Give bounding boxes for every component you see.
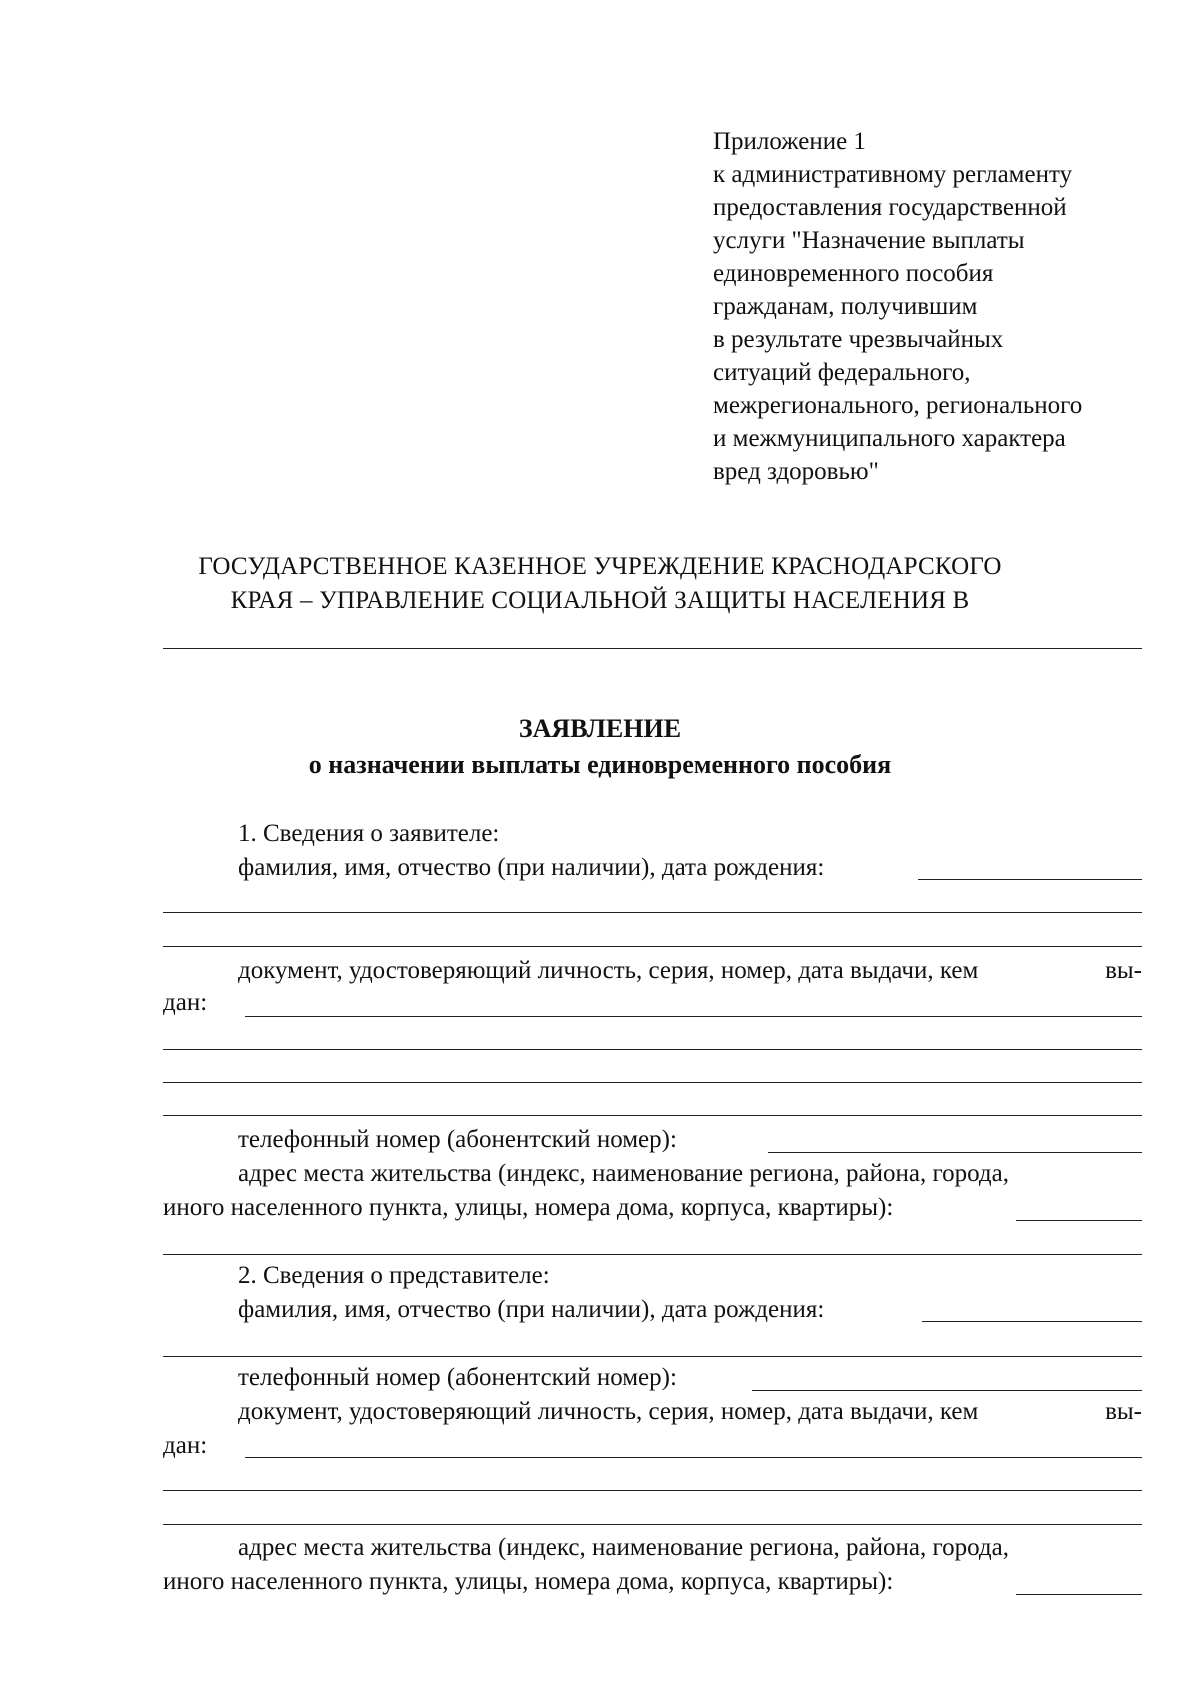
document-subtitle: о назначении выплаты единовременного пособия bbox=[308, 750, 892, 779]
applicant-address-field-line[interactable] bbox=[163, 1254, 1142, 1255]
appendix-line: в результате чрезвычайных bbox=[713, 326, 1004, 353]
appendix-line: к административному регламенту bbox=[713, 161, 1073, 188]
appendix-line: Приложение 1 bbox=[713, 128, 866, 155]
applicant-document-text: документ, удостоверяющий личность, серия, номер, дата выдачи, кем bbox=[238, 957, 979, 984]
applicant-fio-field[interactable] bbox=[918, 879, 1142, 880]
applicant-fio-field-line[interactable] bbox=[163, 946, 1142, 947]
representative-fio-field-line[interactable] bbox=[163, 1356, 1142, 1357]
applicant-address-label-cont: иного населенного пункта, улицы, номера дома, корпуса, квартиры): bbox=[163, 1194, 894, 1221]
representative-document-hyphen: вы- bbox=[1105, 1398, 1142, 1425]
document-title: ЗАЯВЛЕНИЕ bbox=[518, 714, 682, 743]
representative-address-field[interactable] bbox=[1016, 1594, 1142, 1595]
applicant-document-label bbox=[238, 955, 1142, 987]
applicant-address-label: адрес места жительства (индекс, наименование региона, района, города, bbox=[238, 1160, 1009, 1187]
appendix-line: межрегионального, регионального bbox=[713, 392, 1083, 419]
applicant-document-field-line[interactable] bbox=[163, 1115, 1142, 1116]
appendix-line: предоставления государственной bbox=[713, 194, 1067, 221]
appendix-line: услуги "Назначение выплаты bbox=[713, 227, 1025, 254]
section-1-heading: 1. Сведения о заявителе: bbox=[238, 820, 500, 847]
representative-phone-label: телефонный номер (абонентский номер): bbox=[238, 1364, 677, 1391]
appendix-line: и межмуниципального характера bbox=[713, 425, 1066, 452]
applicant-address-field[interactable] bbox=[1016, 1220, 1142, 1221]
applicant-phone-field[interactable] bbox=[768, 1152, 1142, 1153]
representative-document-text: документ, удостоверяющий личность, серия, номер, дата выдачи, кем bbox=[238, 1398, 979, 1425]
appendix-line: гражданам, получившим bbox=[713, 293, 978, 320]
applicant-phone-label: телефонный номер (абонентский номер): bbox=[238, 1126, 677, 1153]
applicant-fio-label: фамилия, имя, отчество (при наличии), дата рождения: bbox=[238, 854, 825, 881]
applicant-fio-field-line[interactable] bbox=[163, 912, 1142, 913]
representative-document-field-line[interactable] bbox=[163, 1524, 1142, 1525]
applicant-document-hyphen: вы- bbox=[1105, 957, 1142, 984]
representative-document-field-line[interactable] bbox=[163, 1490, 1142, 1491]
applicant-document-field-line[interactable] bbox=[163, 1049, 1142, 1050]
representative-document-label-cont: дан: bbox=[163, 1432, 208, 1459]
appendix-line: ситуаций федерального, bbox=[713, 359, 971, 386]
representative-fio-field[interactable] bbox=[922, 1321, 1142, 1322]
representative-fio-label: фамилия, имя, отчество (при наличии), дата рождения: bbox=[238, 1296, 825, 1323]
applicant-document-field-line[interactable] bbox=[163, 1082, 1142, 1083]
appendix-line: вред здоровью" bbox=[713, 458, 879, 485]
representative-address-label-cont: иного населенного пункта, улицы, номера дома, корпуса, квартиры): bbox=[163, 1568, 894, 1595]
applicant-document-field[interactable] bbox=[245, 1016, 1142, 1017]
applicant-document-label-cont: дан: bbox=[163, 989, 208, 1016]
organization-line-1: ГОСУДАРСТВЕННОЕ КАЗЕННОЕ УЧРЕЖДЕНИЕ КРАСНОДАРСКОГО bbox=[198, 553, 1002, 580]
representative-document-label bbox=[238, 1396, 1142, 1428]
representative-document-field[interactable] bbox=[245, 1457, 1142, 1458]
organization-line-2: КРАЯ – УПРАВЛЕНИЕ СОЦИАЛЬНОЙ ЗАЩИТЫ НАСЕЛЕНИЯ В bbox=[230, 587, 970, 614]
appendix-block bbox=[713, 125, 1082, 488]
section-2-heading: 2. Сведения о представителе: bbox=[238, 1262, 550, 1289]
organization-fill-line[interactable] bbox=[163, 648, 1142, 649]
appendix-line: единовременного пособия bbox=[713, 260, 994, 287]
representative-phone-field[interactable] bbox=[752, 1390, 1142, 1391]
representative-address-label: адрес места жительства (индекс, наименование региона, района, города, bbox=[238, 1534, 1009, 1561]
